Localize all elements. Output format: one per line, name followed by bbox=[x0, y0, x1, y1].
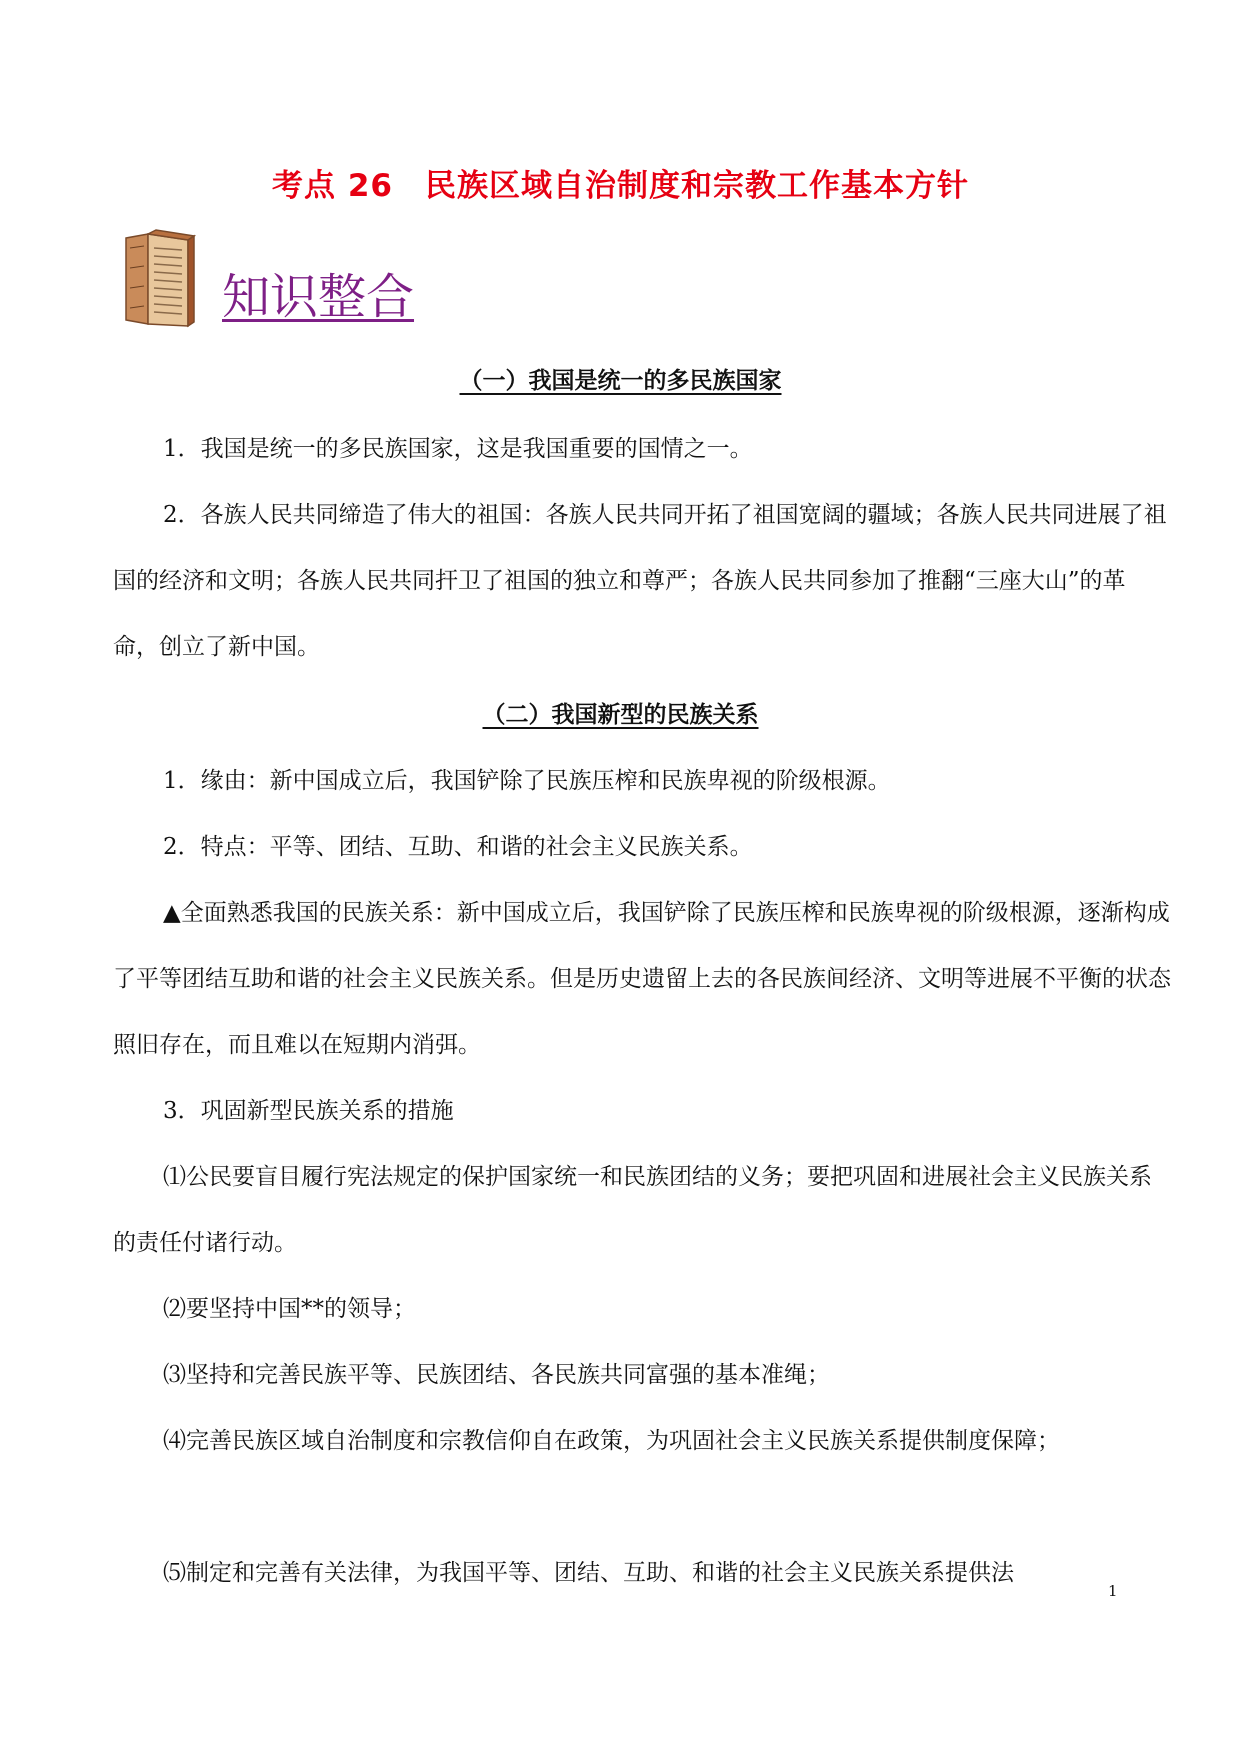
section-heading-2: （二）我国新型的民族关系 bbox=[482, 702, 759, 728]
paragraph: 2．特点：平等、团结、互助、和谐的社会主义民族关系。 bbox=[163, 834, 753, 860]
section-heading-1: （一）我国是统一的多民族国家 bbox=[459, 368, 782, 394]
paragraph: ⑴公民要盲目履行宪法规定的保护国家统一和民族团结的义务；要把巩固和进展社会主义民族关系的责任付诸行动。 bbox=[113, 1164, 1152, 1256]
paragraph: 1．我国是统一的多民族国家，这是我国重要的国情之一。 bbox=[163, 436, 753, 462]
paragraph: ⑸制定和完善有关法律，为我国平等、团结、互助、和谐的社会主义民族关系提供法 bbox=[163, 1560, 1014, 1586]
page-title: 考点 26 民族区域自治制度和宗教工作基本方针 bbox=[272, 168, 969, 204]
paragraph: ⑵要坚持中国**的领导； bbox=[163, 1296, 416, 1322]
book-icon bbox=[118, 228, 196, 328]
banner-label: 知识整合 bbox=[222, 269, 415, 325]
page-number: 1 bbox=[1108, 1582, 1118, 1600]
paragraph: ⑶坚持和完善民族平等、民族团结、各民族共同富强的基本准绳； bbox=[163, 1362, 830, 1388]
paragraph: 1．缘由：新中国成立后，我国铲除了民族压榨和民族卑视的阶级根源。 bbox=[163, 768, 891, 794]
paragraph: ⑷完善民族区域自治制度和宗教信仰自在政策，为巩固社会主义民族关系提供制度保障； bbox=[163, 1428, 1060, 1454]
paragraph: 3．巩固新型民族关系的措施 bbox=[163, 1098, 454, 1124]
paragraph: ▲全面熟悉我国的民族关系：新中国成立后，我国铲除了民族压榨和民族卑视的阶级根源，逐渐构成了平等团结互助和谐的社会主义民族关系。但是历史遗留上去的各民族间经济、文明等进展不平衡的状态照旧存在，而且难以在短期内消弭。 bbox=[113, 900, 1171, 1058]
paragraph: 2．各族人民共同缔造了伟大的祖国：各族人民共同开拓了祖国宽阔的疆域；各族人民共同进展了祖国的经济和文明；各族人民共同扞卫了祖国的独立和尊严；各族人民共同参加了推翻“三座大山”的革命，创立了新中国。 bbox=[113, 502, 1167, 660]
